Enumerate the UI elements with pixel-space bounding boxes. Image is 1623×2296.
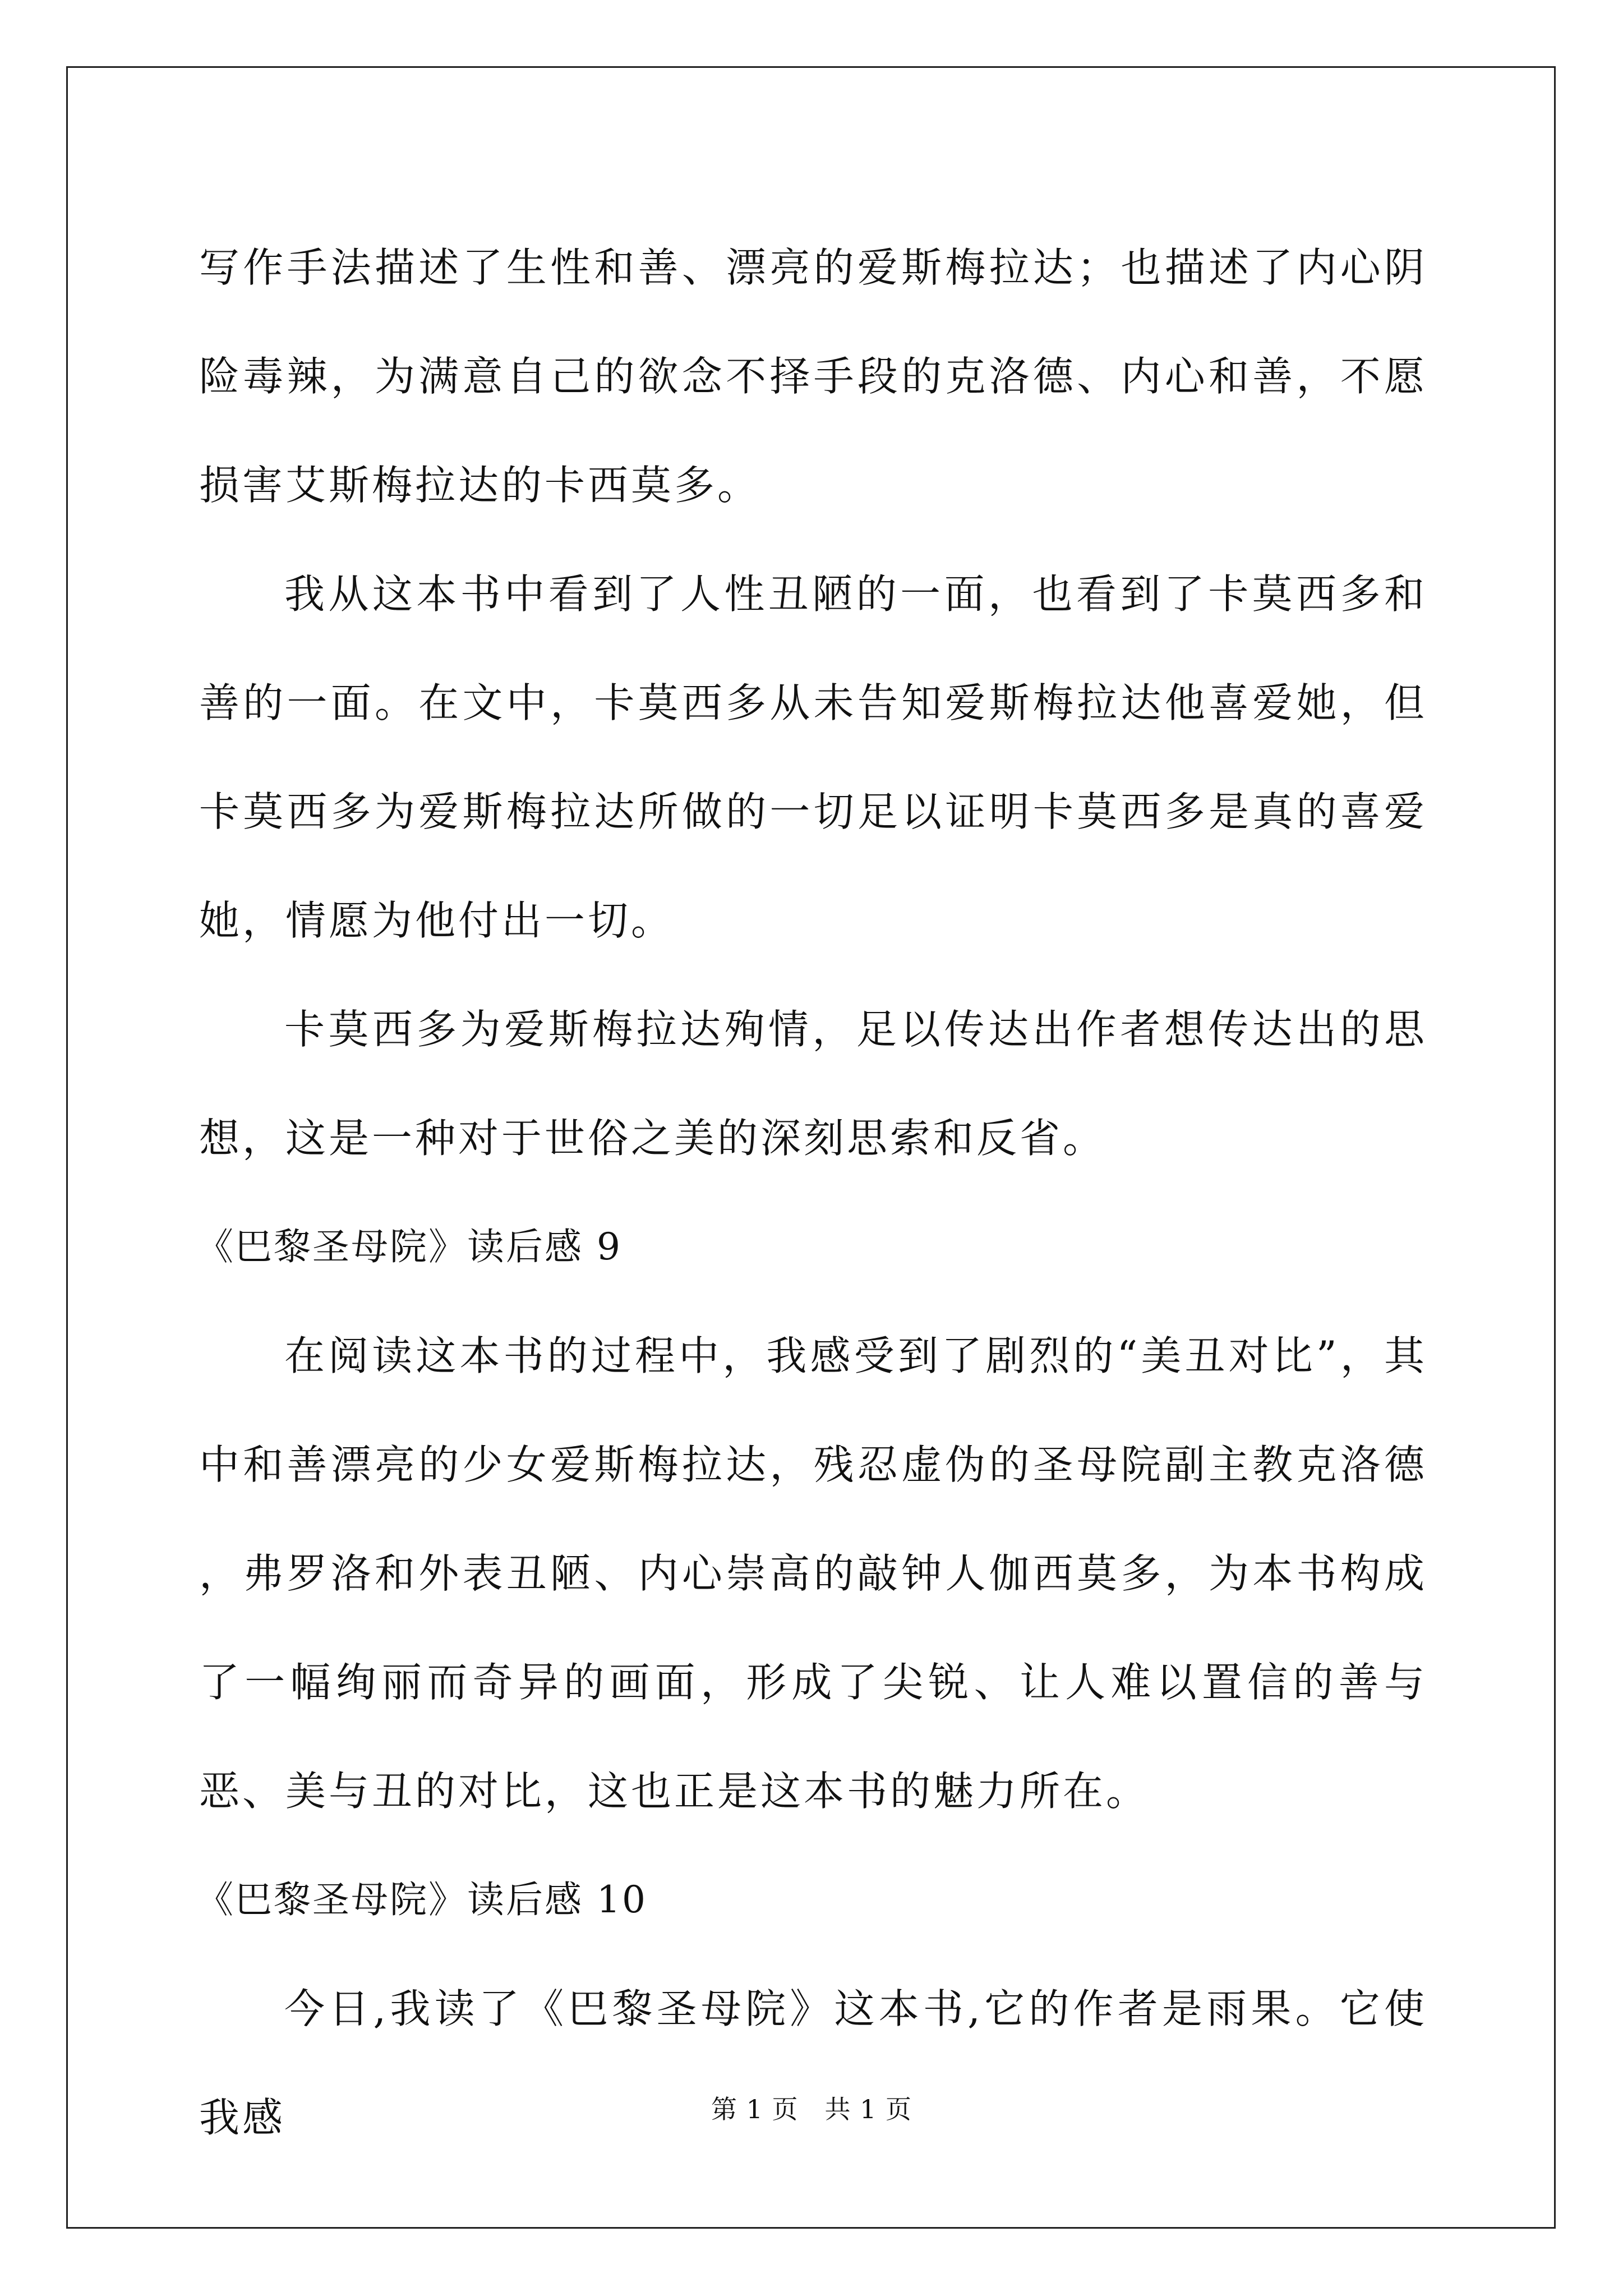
page-footer: 第 1 页 共 1 页	[711, 2094, 912, 2124]
paragraph: 卡莫西多为爱斯梅拉达殉情，足以传达出作者想传达出的思想，这是一种对于世俗之美的深刻思索和反省。	[199, 1006, 1427, 1162]
paragraph: 写作手法描述了生性和善、漂亮的爱斯梅拉达；也描述了内心阴险毒辣，为满意自己的欲念不择手段的克洛德、内心和善，不愿损害艾斯梅拉达的卡西莫多。	[199, 244, 1427, 509]
paragraph: 在阅读这本书的过程中，我感受到了剧烈的“美丑对比”，其中和善漂亮的少女爱斯梅拉达，残忍虚伪的圣母院副主教克洛德 ，弗罗洛和外表丑陋、内心崇高的敲钟人伽西莫多，为本书构成了一幅绚丽而奇异的画面，形成了尖锐、让人难以置信的善与恶、美与丑的对比，这也正是这本书的魅力所在。	[199, 1332, 1427, 1815]
section-heading: 《巴黎圣母院》读后感 9	[196, 1225, 622, 1268]
paragraph: 我从这本书中看到了人性丑陋的一面，也看到了卡莫西多和善的一面。在文中，卡莫西多从未告知爱斯梅拉达他喜爱她，但卡莫西多为爱斯梅拉达所做的一切足以证明卡莫西多是真的喜爱她，情愿为他付出一切。	[199, 570, 1427, 944]
document-body	[196, 213, 1427, 2172]
section-heading: 《巴黎圣母院》读后感 10	[196, 1878, 647, 1921]
paragraph: 今日,我读了《巴黎圣母院》这本书,它的作者是雨果。它使我感	[199, 1985, 1427, 2141]
